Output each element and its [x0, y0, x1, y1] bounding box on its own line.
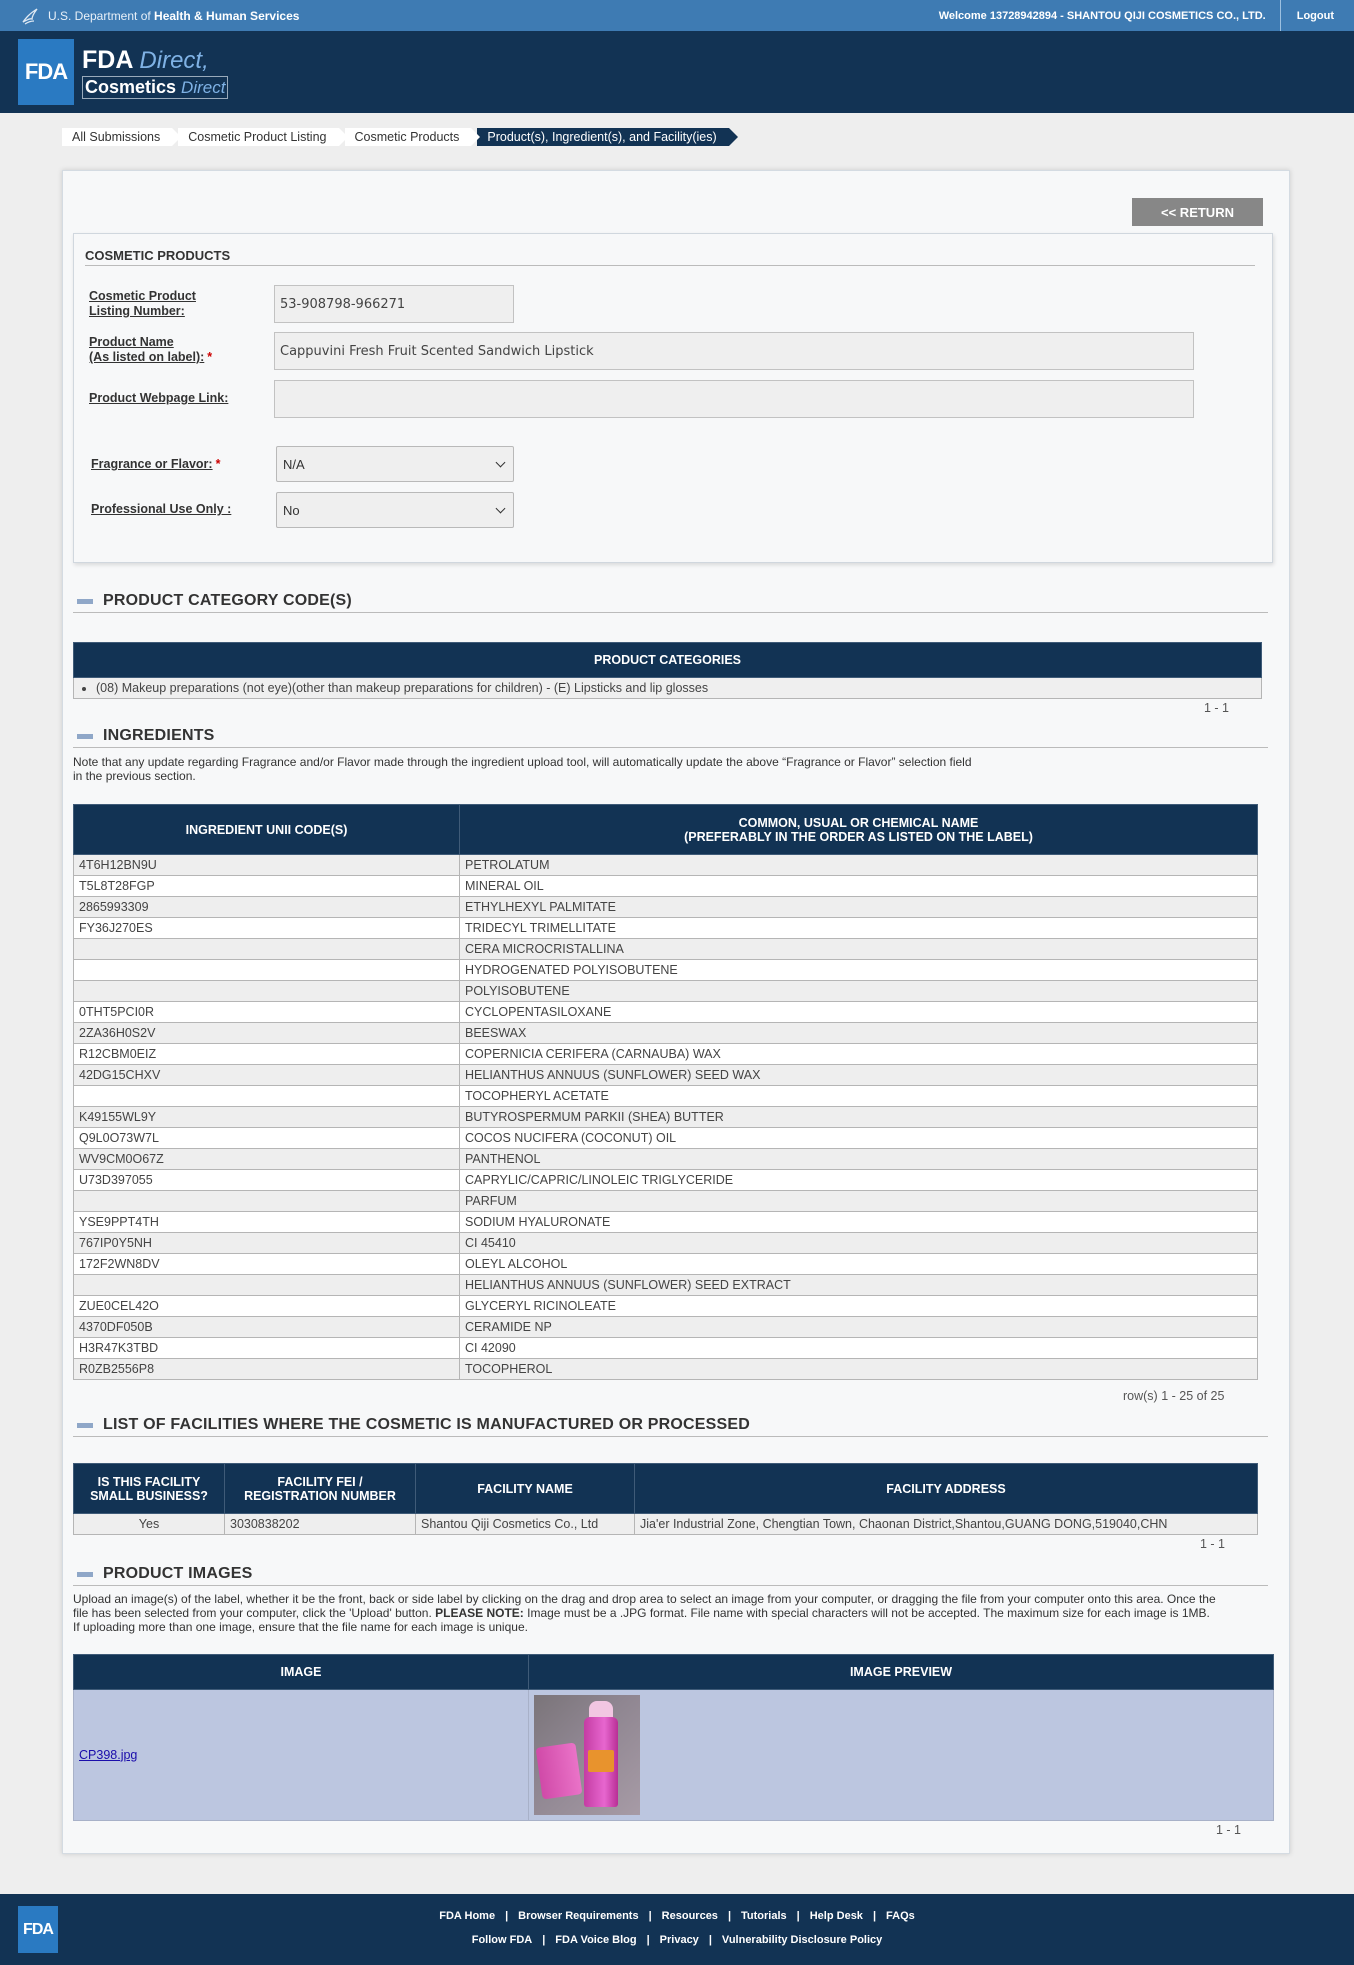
hhs-prefix: U.S. Department of [48, 8, 155, 23]
footer-separator: | [727, 1910, 732, 1922]
brand-direct-2: Direct [181, 77, 226, 97]
unii-cell: WV9CM0O67Z [74, 1149, 460, 1170]
unii-cell: R0ZB2556P8 [74, 1359, 460, 1380]
unii-cell: 767IP0Y5NH [74, 1233, 460, 1254]
breadcrumb [62, 128, 735, 146]
table-row [74, 1191, 1258, 1212]
ingredient-name-cell: TOCOPHERYL ACETATE [460, 1086, 1258, 1107]
small-business-column-header: IS THIS FACILITY SMALL BUSINESS? [74, 1464, 225, 1514]
footer-link[interactable]: Tutorials [741, 1910, 787, 1922]
footer-separator: | [872, 1910, 877, 1922]
table-row [74, 918, 1258, 939]
ingredient-name-cell: MINERAL OIL [460, 876, 1258, 897]
table-row [74, 1170, 1258, 1191]
unii-cell: FY36J270ES [74, 918, 460, 939]
footer-separator: | [646, 1934, 650, 1946]
webpage-link-label: Product Webpage Link: [89, 391, 229, 405]
footer-separator: | [542, 1934, 546, 1946]
product-image-thumbnail[interactable] [534, 1695, 640, 1815]
unii-cell: T5L8T28FGP [74, 876, 460, 897]
facilities-section-header [73, 1416, 1268, 1437]
footer-link[interactable]: FDA Home [439, 1910, 496, 1922]
return-button[interactable]: << RETURN [1132, 198, 1263, 226]
footer-links-row-1 [0, 1910, 1354, 1922]
ingredient-name-cell: PETROLATUM [460, 855, 1258, 876]
unii-cell: R12CBM0EIZ [74, 1044, 460, 1065]
site-header [0, 31, 1354, 113]
unii-cell: 4T6H12BN9U [74, 855, 460, 876]
unii-cell: 2ZA36H0S2V [74, 1023, 460, 1044]
collapse-icon[interactable] [77, 1423, 93, 1428]
footer-link[interactable]: FDA Voice Blog [555, 1934, 637, 1946]
image-column-header: IMAGE [74, 1655, 529, 1690]
ingredient-name-cell: PANTHENOL [460, 1149, 1258, 1170]
fei-column-header: FACILITY FEI / REGISTRATION NUMBER [225, 1464, 416, 1514]
facility-name-column-header: FACILITY NAME [416, 1464, 635, 1514]
ingredients-section-title: INGREDIENTS [103, 727, 215, 744]
footer-links-row-2 [0, 1934, 1354, 1946]
breadcrumb-product-listing[interactable]: Cosmetic Product Listing [178, 128, 338, 146]
category-table [73, 642, 1262, 699]
image-file-cell [74, 1690, 529, 1821]
hhs-bar [0, 0, 1354, 31]
ingredients-section-header [73, 727, 1268, 748]
ingredients-note: Note that any update regarding Fragrance and/or Flavor made through the ingredient upload tool, will automatically update the above “Fragrance or Flavor” selection field in the previous section. [73, 755, 972, 783]
fda-logo[interactable]: FDA [18, 39, 74, 105]
facility-name-cell: Shantou Qiji Cosmetics Co., Ltd [416, 1514, 635, 1535]
ingredient-name-cell: HYDROGENATED POLYISOBUTENE [460, 960, 1258, 981]
unii-cell: 42DG15CHXV [74, 1065, 460, 1086]
footer-separator: | [505, 1910, 509, 1922]
brand-cosmetics: Cosmetics [85, 76, 182, 97]
image-preview-column-header: IMAGE PREVIEW [529, 1655, 1274, 1690]
listing-number-field[interactable]: 53-908798-966271 [274, 285, 514, 323]
table-row [74, 1275, 1258, 1296]
ingredient-name-cell: PARFUM [460, 1191, 1258, 1212]
unii-cell [74, 960, 460, 981]
footer-link[interactable]: Vulnerability Disclosure Policy [721, 1934, 883, 1946]
ingredient-name-cell: POLYISOBUTENE [460, 981, 1258, 1002]
table-row [74, 1023, 1258, 1044]
product-name-label: Product Name (As listed on label): * [89, 335, 213, 364]
images-table [73, 1654, 1274, 1821]
fda-direct-brand[interactable] [82, 46, 228, 99]
table-row [74, 1317, 1258, 1338]
unii-cell [74, 939, 460, 960]
collapse-icon[interactable] [77, 599, 93, 604]
unii-cell: YSE9PPT4TH [74, 1212, 460, 1233]
footer-fda-logo[interactable]: FDA [18, 1906, 58, 1953]
facilities-table [73, 1463, 1258, 1535]
footer-link[interactable]: Follow FDA [471, 1934, 533, 1946]
webpage-link-field[interactable] [274, 380, 1194, 418]
logout-link[interactable]: Logout [1280, 0, 1354, 31]
ingredient-name-cell: TRIDECYL TRIMELLITATE [460, 918, 1258, 939]
cosmetic-products-box [73, 233, 1273, 563]
ingredient-name-cell: ETHYLHEXYL PALMITATE [460, 897, 1258, 918]
table-row [74, 1359, 1258, 1380]
product-name-field[interactable]: Cappuvini Fresh Fruit Scented Sandwich Lipstick [274, 332, 1194, 370]
professional-use-label: Professional Use Only : [91, 502, 232, 516]
ingredient-name-cell: CI 45410 [460, 1233, 1258, 1254]
brand-fda: FDA [82, 45, 140, 74]
professional-use-value: No [283, 502, 300, 518]
breadcrumb-cosmetic-products[interactable]: Cosmetic Products [345, 128, 472, 146]
facilities-section-title: LIST OF FACILITIES WHERE THE COSMETIC IS MANUFACTURED OR PROCESSED [103, 1416, 751, 1433]
footer-link[interactable]: Privacy [659, 1934, 699, 1946]
table-row [74, 1233, 1258, 1254]
ingredient-name-cell: HELIANTHUS ANNUUS (SUNFLOWER) SEED WAX [460, 1065, 1258, 1086]
unii-cell: K49155WL9Y [74, 1107, 460, 1128]
footer-separator: | [708, 1934, 712, 1946]
site-footer [0, 1894, 1354, 1965]
unii-cell: 172F2WN8DV [74, 1254, 460, 1275]
table-row [74, 1514, 1258, 1535]
table-row [74, 1107, 1258, 1128]
brand-direct: Direct, [139, 46, 209, 74]
listing-number-label: Cosmetic Product Listing Number: [89, 289, 196, 318]
chevron-down-icon [496, 503, 506, 513]
table-row [74, 1149, 1258, 1170]
table-row [74, 1338, 1258, 1359]
unii-cell [74, 1275, 460, 1296]
collapse-icon[interactable] [77, 1572, 93, 1577]
table-row [74, 1065, 1258, 1086]
table-row [74, 1002, 1258, 1023]
ingredient-name-cell: SODIUM HYALURONATE [460, 1212, 1258, 1233]
unii-cell: U73D397055 [74, 1170, 460, 1191]
footer-separator: | [796, 1910, 800, 1922]
table-row [74, 897, 1258, 918]
table-row [74, 1086, 1258, 1107]
ingredient-name-cell: CERAMIDE NP [460, 1317, 1258, 1338]
image-preview-cell [529, 1690, 1274, 1821]
ingredient-name-cell: COCOS NUCIFERA (COCONUT) OIL [460, 1128, 1258, 1149]
facility-address-cell: Jia'er Industrial Zone, Chengtian Town, Chaonan District,Shantou,GUANG DONG,519040,CHN [635, 1514, 1258, 1535]
table-row [74, 1296, 1258, 1317]
footer-link[interactable]: Browser Requirements [518, 1910, 639, 1922]
breadcrumb-all-submissions[interactable]: All Submissions [62, 128, 172, 146]
images-section-header [73, 1565, 1268, 1586]
footer-link[interactable]: Resources [661, 1910, 718, 1922]
ingredients-table [73, 804, 1258, 1380]
category-section-title: PRODUCT CATEGORY CODE(S) [103, 592, 352, 609]
hhs-department [20, 6, 299, 26]
table-row [74, 1212, 1258, 1233]
ingredient-name-cell: COPERNICIA CERIFERA (CARNAUBA) WAX [460, 1044, 1258, 1065]
footer-link[interactable]: FAQs [886, 1910, 915, 1922]
unii-cell: 2865993309 [74, 897, 460, 918]
ingredient-name-cell: HELIANTHUS ANNUUS (SUNFLOWER) SEED EXTRACT [460, 1275, 1258, 1296]
footer-link[interactable]: Help Desk [809, 1910, 863, 1922]
ingredients-pager: row(s) 1 - 25 of 25 [1123, 1389, 1225, 1403]
unii-cell [74, 1086, 460, 1107]
required-marker: * [215, 457, 221, 471]
ingredient-name-cell: BUTYROSPERMUM PARKII (SHEA) BUTTER [460, 1107, 1258, 1128]
table-row [74, 960, 1258, 981]
table-row [74, 855, 1258, 876]
category-table-header: PRODUCT CATEGORIES [74, 643, 1262, 678]
unii-cell: Q9L0O73W7L [74, 1128, 460, 1149]
small-business-cell: Yes [74, 1514, 225, 1535]
image-file-link[interactable]: CP398.jpg [79, 1747, 138, 1762]
table-row [74, 981, 1258, 1002]
collapse-icon[interactable] [77, 734, 93, 739]
category-pager: 1 - 1 [1204, 701, 1230, 715]
ingredient-name-cell: BEESWAX [460, 1023, 1258, 1044]
ingredients-table-body [74, 855, 1258, 1380]
professional-use-select[interactable] [276, 492, 514, 528]
unii-cell: ZUE0CEL42O [74, 1296, 460, 1317]
hhs-eagle-icon [20, 6, 40, 26]
table-row [74, 1128, 1258, 1149]
unii-cell [74, 981, 460, 1002]
unii-cell: 4370DF050B [74, 1317, 460, 1338]
main-panel [62, 170, 1290, 1854]
images-note: Upload an image(s) of the label, whether it be the front, back or side label by clicking on the drag and drop area to select an image from your computer, or dragging the file from your computer onto this area. Once the file has been selected from your computer, click the 'Upload' button. PLEASE NOTE: Image must be a .JPG format. File name with special characters will not be accepted. The maximum size for each image is 1MB. If uploading more than one image, ensure that the file name for each image is unique. [73, 1592, 1216, 1634]
breadcrumb-current: Product(s), Ingredient(s), and Facility(ies) [477, 128, 728, 146]
ingredient-name-cell: TOCOPHEROL [460, 1359, 1258, 1380]
unii-column-header: INGREDIENT UNII CODE(S) [74, 805, 460, 855]
required-marker: * [207, 350, 213, 364]
unii-cell [74, 1191, 460, 1212]
facilities-pager: 1 - 1 [1200, 1537, 1226, 1551]
images-section-title: PRODUCT IMAGES [103, 1565, 253, 1582]
name-column-header: COMMON, USUAL OR CHEMICAL NAME (PREFERABLY IN THE ORDER AS LISTED ON THE LABEL) [460, 805, 1258, 855]
table-row [74, 1254, 1258, 1275]
chevron-down-icon [496, 457, 506, 467]
images-pager: 1 - 1 [1216, 1823, 1242, 1837]
ingredient-name-cell: GLYCERYL RICINOLEATE [460, 1296, 1258, 1317]
fragrance-label: Fragrance or Flavor: * [91, 457, 221, 471]
fragrance-value: N/A [283, 456, 305, 472]
ingredient-name-cell: OLEYL ALCOHOL [460, 1254, 1258, 1275]
ingredient-name-cell: CI 42090 [460, 1338, 1258, 1359]
category-item: • (08) Makeup preparations (not eye)(other than makeup preparations for children) - (E) Lipsticks and lip glosses [96, 682, 1256, 695]
fei-cell: 3030838202 [225, 1514, 416, 1535]
table-row [74, 939, 1258, 960]
ingredient-name-cell: CYCLOPENTASILOXANE [460, 1002, 1258, 1023]
category-section-header [73, 592, 1268, 613]
table-row [74, 876, 1258, 897]
table-row [74, 1044, 1258, 1065]
footer-separator: | [648, 1910, 652, 1922]
fragrance-select[interactable] [276, 446, 514, 482]
ingredient-name-cell: CERA MICROCRISTALLINA [460, 939, 1258, 960]
facility-address-column-header: FACILITY ADDRESS [635, 1464, 1258, 1514]
unii-cell: H3R47K3TBD [74, 1338, 460, 1359]
table-row [74, 1690, 1274, 1821]
ingredient-name-cell: CAPRYLIC/CAPRIC/LINOLEIC TRIGLYCERIDE [460, 1170, 1258, 1191]
unii-cell: 0THT5PCI0R [74, 1002, 460, 1023]
hhs-name: Health & Human Services [154, 8, 300, 23]
cosmetic-products-title: COSMETIC PRODUCTS [85, 248, 1255, 266]
category-cell [74, 678, 1262, 699]
welcome-text: Welcome 13728942894 - SHANTOU QIJI COSMETICS CO., LTD. [938, 9, 1266, 22]
